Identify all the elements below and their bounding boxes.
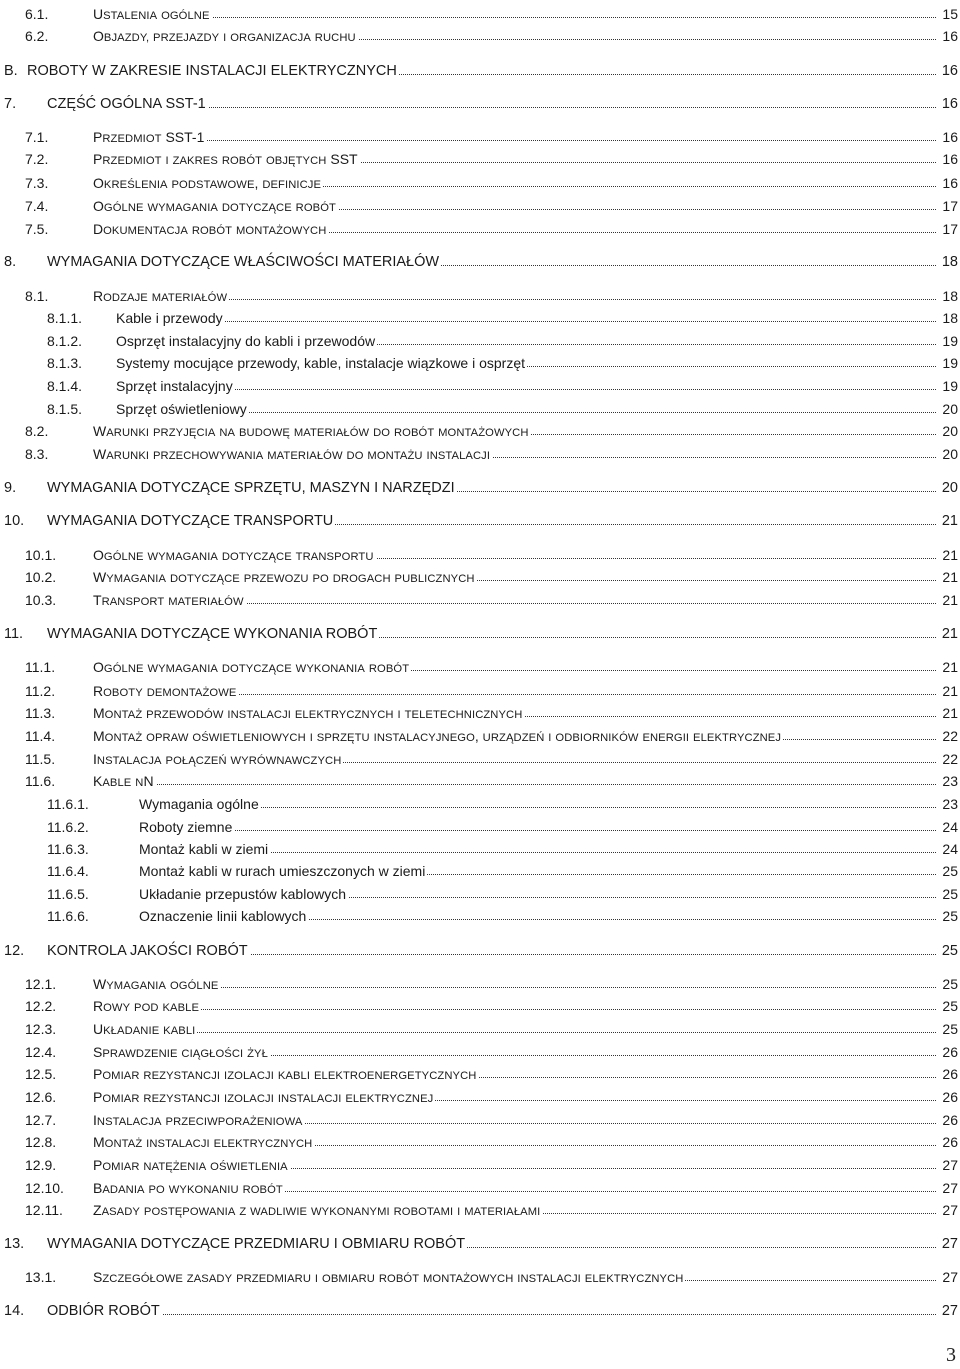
toc-entry[interactable] [0, 93, 960, 115]
toc-entry[interactable] [0, 748, 960, 770]
toc-entry-number: 11.4. [25, 728, 56, 744]
toc-entry-title: WYMAGANIA DOTYCZĄCE TRANSPORTU [47, 510, 335, 532]
toc-entry-page: 21 [936, 702, 958, 724]
toc-entry[interactable] [0, 1154, 960, 1176]
toc-entry-title: WYMAGANIA DOTYCZĄCE WYKONANIA ROBÓT [47, 623, 379, 645]
toc-entry-title: RODZAJE MATERIAŁÓW [93, 285, 229, 309]
toc-entry-page: 23 [936, 793, 958, 815]
toc-entry-number: 11.6.2. [47, 819, 89, 835]
toc-entry-page: 17 [936, 218, 958, 240]
toc-entry-page: 24 [936, 816, 958, 838]
dot-leader [93, 17, 938, 18]
toc-entry-page: 20 [936, 420, 958, 442]
toc-entry[interactable] [0, 172, 960, 194]
toc-entry[interactable] [0, 352, 960, 374]
toc-entry-page: 25 [936, 883, 958, 905]
toc-entry-number: 8.1.5. [47, 401, 83, 417]
toc-entry[interactable] [0, 375, 960, 397]
toc-entry-title: Roboty ziemne [139, 816, 234, 838]
toc-entry-number: 11.3. [25, 705, 56, 721]
dot-leader [139, 830, 938, 831]
toc-entry-number: 12.2. [25, 998, 57, 1014]
toc-entry-page: 27 [936, 1233, 958, 1255]
toc-entry-number: 11.5. [25, 751, 56, 767]
toc-entry-page: 26 [936, 1109, 958, 1131]
toc-entry-title: WYMAGANIA DOTYCZĄCE PRZEWOZU PO DROGACH PUBLICZNYCH [93, 566, 477, 590]
toc-entry-title: MONTAŻ OPRAW OŚWIETLENIOWYCH I SPRZĘTU INSTALACYJNEGO, URZĄDZEŃ I ODBIORNIKÓW ENERGII ELEKTRYCZNEJ [93, 725, 783, 749]
toc-entry[interactable] [0, 285, 960, 307]
toc-entry-page: 16 [936, 60, 958, 82]
toc-entry[interactable] [0, 307, 960, 329]
toc-entry-number: 8.1.3. [47, 355, 83, 371]
toc-entry-page: 25 [936, 860, 958, 882]
toc-entry[interactable] [0, 60, 960, 82]
toc-entry-page: 19 [936, 352, 958, 374]
toc-entry-page: 16 [936, 93, 958, 115]
toc-entry[interactable] [0, 1041, 960, 1063]
toc-entry-page: 21 [936, 680, 958, 702]
toc-entry-title: OGÓLNE WYMAGANIA DOTYCZĄCE TRANSPORTU [93, 544, 376, 568]
toc-entry-number: 10.3. [25, 592, 57, 608]
toc-entry[interactable] [0, 883, 960, 905]
toc-entry[interactable] [0, 25, 960, 47]
toc-entry-number: 11.2. [25, 683, 56, 699]
dot-leader [116, 321, 938, 322]
toc-entry[interactable] [0, 218, 960, 240]
toc-entry-number: 11.1. [25, 659, 56, 675]
toc-entry-number: 10.2. [25, 569, 57, 585]
toc-entry-number: 12.11. [25, 1202, 63, 1218]
toc-entry-page: 27 [936, 1177, 958, 1199]
toc-entry-page: 21 [936, 510, 958, 532]
dot-leader [93, 140, 938, 141]
toc-entry-page: 25 [936, 940, 958, 962]
toc-entry-title: KABLE NN [93, 770, 156, 794]
toc-entry-title: BADANIA PO WYKONANIU ROBÓT [93, 1177, 285, 1201]
toc-entry-number: 12.4. [25, 1044, 57, 1060]
toc-entry-page: 21 [936, 566, 958, 588]
toc-entry-title: WARUNKI PRZECHOWYWANIA MATERIAŁÓW DO MONTAŻU INSTALACJI [93, 443, 492, 467]
toc-entry-page: 19 [936, 375, 958, 397]
toc-entry-number: 11.6.1. [47, 796, 89, 812]
toc-entry-title: CZĘŚĆ OGÓLNA SST-1 [47, 93, 208, 115]
toc-entry-title: OGÓLNE WYMAGANIA DOTYCZĄCE ROBÓT [93, 195, 338, 219]
toc-entry[interactable] [0, 1266, 960, 1288]
toc-entry-title: Kable i przewody [116, 307, 225, 329]
toc-entry-page: 19 [936, 330, 958, 352]
toc-entry-number: 8. [4, 254, 17, 270]
toc-entry-number: 11.6.4. [47, 863, 89, 879]
toc-entry-title: Sprzęt instalacyjny [116, 375, 235, 397]
toc-entry-title: KONTROLA JAKOŚCI ROBÓT [47, 940, 250, 962]
toc-entry[interactable] [0, 995, 960, 1017]
toc-entry[interactable] [0, 770, 960, 792]
toc-entry-title: Wymagania ogólne [139, 793, 261, 815]
toc-entry-page: 18 [936, 307, 958, 329]
toc-entry-number: 10.1. [25, 547, 57, 563]
toc-entry-number: 7.2. [25, 151, 49, 167]
toc-entry-number: 8.1. [25, 288, 49, 304]
toc-entry-number: 12.6. [25, 1089, 57, 1105]
toc-entry-title: MONTAŻ INSTALACJI ELEKTRYCZNYCH [93, 1131, 314, 1155]
toc-entry[interactable] [0, 680, 960, 702]
toc-entry[interactable] [0, 398, 960, 420]
toc-entry-page: 18 [936, 285, 958, 307]
toc-entry-number: 11.6.3. [47, 841, 89, 857]
toc-entry[interactable] [0, 3, 960, 25]
toc-entry-title: POMIAR REZYSTANCJI IZOLACJI KABLI ELEKTROENERGETYCZNYCH [93, 1063, 478, 1087]
toc-entry-page: 20 [936, 477, 958, 499]
toc-entry-number: 12.5. [25, 1066, 57, 1082]
toc-entry-page: 16 [936, 172, 958, 194]
toc-entry[interactable] [0, 420, 960, 442]
toc-entry-page: 23 [936, 770, 958, 792]
toc-entry-number: 12. [4, 943, 25, 959]
toc-entry[interactable] [0, 793, 960, 815]
toc-entry-number: 11. [4, 626, 24, 642]
toc-entry-title: WARUNKI PRZYJĘCIA NA BUDOWĘ MATERIAŁÓW DO ROBÓT MONTAŻOWYCH [93, 420, 531, 444]
toc-entry-page: 16 [936, 25, 958, 47]
toc-entry-title: Systemy mocujące przewody, kable, instalacje wiązkowe i osprzęt [116, 352, 527, 374]
toc-entry[interactable] [0, 1109, 960, 1131]
toc-entry[interactable] [0, 443, 960, 465]
toc-entry[interactable] [0, 1086, 960, 1108]
toc-entry-title: OBJAZDY, PRZEJAZDY I ORGANIZACJA RUCHU [93, 25, 358, 49]
toc-entry[interactable] [0, 656, 960, 678]
toc-entry-title: PRZEDMIOT I ZAKRES ROBÓT OBJĘTYCH SST [93, 148, 360, 172]
toc-entry-title: Osprzęt instalacyjny do kabli i przewodów [116, 330, 377, 352]
toc-entry-title: POMIAR NATĘŻENIA OŚWIETLENIA [93, 1154, 290, 1178]
dot-leader [93, 1032, 938, 1033]
toc-entry-title: USTALENIA OGÓLNE [93, 3, 212, 27]
toc-entry-page: 25 [936, 973, 958, 995]
toc-entry-number: 8.2. [25, 423, 49, 439]
toc-entry-number: 8.1.4. [47, 378, 83, 394]
toc-entry-page: 24 [936, 838, 958, 860]
toc-entry-number: 12.7. [25, 1112, 57, 1128]
toc-entry[interactable] [0, 1177, 960, 1199]
page-number: 3 [946, 1344, 956, 1366]
toc-entry-title: ROBOTY W ZAKRESIE INSTALACJI ELEKTRYCZNYCH [27, 60, 399, 82]
toc-entry-number: 10. [4, 513, 25, 529]
toc-entry[interactable] [0, 544, 960, 566]
toc-entry-number: 12.3. [25, 1021, 57, 1037]
toc-entry[interactable] [0, 251, 960, 273]
toc-entry-page: 21 [936, 544, 958, 566]
toc-entry[interactable] [0, 940, 960, 962]
toc-entry[interactable] [0, 1131, 960, 1153]
toc-entry-number: 12.9. [25, 1157, 57, 1173]
toc-entry[interactable] [0, 330, 960, 352]
toc-entry-title: ZASADY POSTĘPOWANIA Z WADLIWIE WYKONANYMI ROBOTAMI I MATERIAŁAMI [93, 1199, 542, 1223]
toc-entry[interactable] [0, 702, 960, 724]
toc-entry-page: 15 [936, 3, 958, 25]
toc-entry[interactable] [0, 838, 960, 860]
toc-entry[interactable] [0, 566, 960, 588]
toc-entry-title: OKREŚLENIA PODSTAWOWE, DEFINICJE [93, 172, 323, 196]
toc-entry[interactable] [0, 126, 960, 148]
toc-entry-page: 20 [936, 443, 958, 465]
toc-entry-title: POMIAR REZYSTANCJI IZOLACJI INSTALACJI ELEKTRYCZNEJ [93, 1086, 435, 1110]
toc-entry[interactable] [0, 195, 960, 217]
toc-entry-page: 18 [936, 251, 958, 273]
toc-entry-title: SPRAWDZENIE CIĄGŁOŚCI ŻYŁ [93, 1041, 270, 1065]
toc-entry-title: ROWY POD KABLE [93, 995, 201, 1019]
toc-entry[interactable] [0, 816, 960, 838]
toc-entry-number: 12.10. [25, 1180, 64, 1196]
toc-entry-number: 11.6. [25, 773, 56, 789]
toc-entry-page: 25 [936, 905, 958, 927]
toc-entry-number: 13.1. [25, 1269, 57, 1285]
toc-entry-number: B. [4, 63, 18, 79]
toc-entry-title: INSTALACJA POŁĄCZEŃ WYRÓWNAWCZYCH [93, 748, 343, 772]
toc-entry-title: DOKUMENTACJA ROBÓT MONTAŻOWYCH [93, 218, 328, 242]
toc-entry-page: 25 [936, 995, 958, 1017]
toc-entry-number: 8.1.2. [47, 333, 83, 349]
toc-entry[interactable] [0, 1063, 960, 1085]
toc-entry-number: 7.3. [25, 175, 49, 191]
toc-entry-number: 11.6.6. [47, 908, 89, 924]
toc-entry-page: 20 [936, 398, 958, 420]
toc-entry-title: MONTAŻ PRZEWODÓW INSTALACJI ELEKTRYCZNYCH I TELETECHNICZNYCH [93, 702, 524, 726]
dot-leader [93, 784, 938, 785]
toc-entry-title: ROBOTY DEMONTAŻOWE [93, 680, 238, 704]
toc-entry[interactable] [0, 905, 960, 927]
toc-entry-page: 27 [936, 1154, 958, 1176]
toc-entry[interactable] [0, 1199, 960, 1221]
toc-entry-title: Montaż kabli w ziemi [139, 838, 270, 860]
toc-entry[interactable] [0, 725, 960, 747]
toc-entry-title: UKŁADANIE KABLI [93, 1018, 197, 1042]
toc-entry-title: PRZEDMIOT SST-1 [93, 126, 206, 150]
toc-entry[interactable] [0, 1018, 960, 1040]
dot-leader [47, 1314, 938, 1315]
toc-entry-title: WYMAGANIA DOTYCZĄCE SPRZĘTU, MASZYN I NARZĘDZI [47, 477, 457, 499]
toc-entry-page: 27 [936, 1199, 958, 1221]
toc-entry-number: 7.1. [25, 129, 49, 145]
toc-entry-page: 21 [936, 589, 958, 611]
dot-leader [93, 1009, 938, 1010]
toc-entry-page: 26 [936, 1131, 958, 1153]
toc-entry[interactable] [0, 1300, 960, 1322]
toc-entry-page: 27 [936, 1266, 958, 1288]
toc-entry[interactable] [0, 148, 960, 170]
toc-entry-title: WYMAGANIA DOTYCZĄCE WŁAŚCIWOŚCI MATERIAŁÓW [47, 251, 441, 273]
toc-entry-number: 7.4. [25, 198, 49, 214]
toc-entry-title: WYMAGANIA OGÓLNE [93, 973, 220, 997]
toc-entry-title: ODBIÓR ROBÓT [47, 1300, 162, 1322]
toc-entry-page: 16 [936, 126, 958, 148]
toc-entry-page: 26 [936, 1086, 958, 1108]
toc-entry-page: 22 [936, 725, 958, 747]
toc-entry-page: 21 [936, 623, 958, 645]
toc-entry[interactable] [0, 510, 960, 532]
toc-entry[interactable] [0, 973, 960, 995]
toc-entry[interactable] [0, 477, 960, 499]
toc-entry[interactable] [0, 623, 960, 645]
toc-entry-page: 22 [936, 748, 958, 770]
toc-entry-number: 7.5. [25, 221, 49, 237]
toc-entry-page: 26 [936, 1063, 958, 1085]
toc-entry-title: SZCZEGÓŁOWE ZASADY PRZEDMIARU I OBMIARU ROBÓT MONTAŻOWYCH INSTALACJI ELEKTRYCZNYCH [93, 1266, 685, 1290]
toc-entry-number: 12.8. [25, 1134, 57, 1150]
toc-entry-number: 9. [4, 480, 17, 496]
toc-entry-title: WYMAGANIA DOTYCZĄCE PRZEDMIARU I OBMIARU ROBÓT [47, 1233, 467, 1255]
toc-entry-title: TRANSPORT MATERIAŁÓW [93, 589, 246, 613]
toc-entry-title: INSTALACJA PRZECIWPORAŻENIOWA [93, 1109, 304, 1133]
toc-entry[interactable] [0, 860, 960, 882]
toc-entry-number: 11.6.5. [47, 886, 89, 902]
toc-entry-title: Sprzęt oświetleniowy [116, 398, 249, 420]
toc-entry-page: 27 [936, 1300, 958, 1322]
toc-entry-page: 21 [936, 656, 958, 678]
toc-entry-number: 12.1. [25, 976, 57, 992]
toc-entry-title: Oznaczenie linii kablowych [139, 905, 308, 927]
toc-entry-title: Układanie przepustów kablowych [139, 883, 348, 905]
toc-entry-page: 25 [936, 1018, 958, 1040]
toc-entry[interactable] [0, 1233, 960, 1255]
toc-entry-number: 8.3. [25, 446, 49, 462]
toc-entry-number: 14. [4, 1303, 25, 1319]
toc-entry-page: 17 [936, 195, 958, 217]
toc-entry[interactable] [0, 589, 960, 611]
toc-entry-number: 6.1. [25, 6, 49, 22]
toc-entry-title: Montaż kabli w rurach umieszczonych w ziemi [139, 860, 427, 882]
toc-entry-title: OGÓLNE WYMAGANIA DOTYCZĄCE WYKONANIA ROBÓT [93, 656, 411, 680]
toc-entry-number: 7. [4, 96, 17, 112]
toc-entry-page: 16 [936, 148, 958, 170]
toc-entry-number: 13. [4, 1236, 25, 1252]
toc-entry-number: 6.2. [25, 28, 49, 44]
toc-entry-page: 26 [936, 1041, 958, 1063]
toc-entry-number: 8.1.1. [47, 310, 83, 326]
dot-leader [116, 389, 938, 390]
